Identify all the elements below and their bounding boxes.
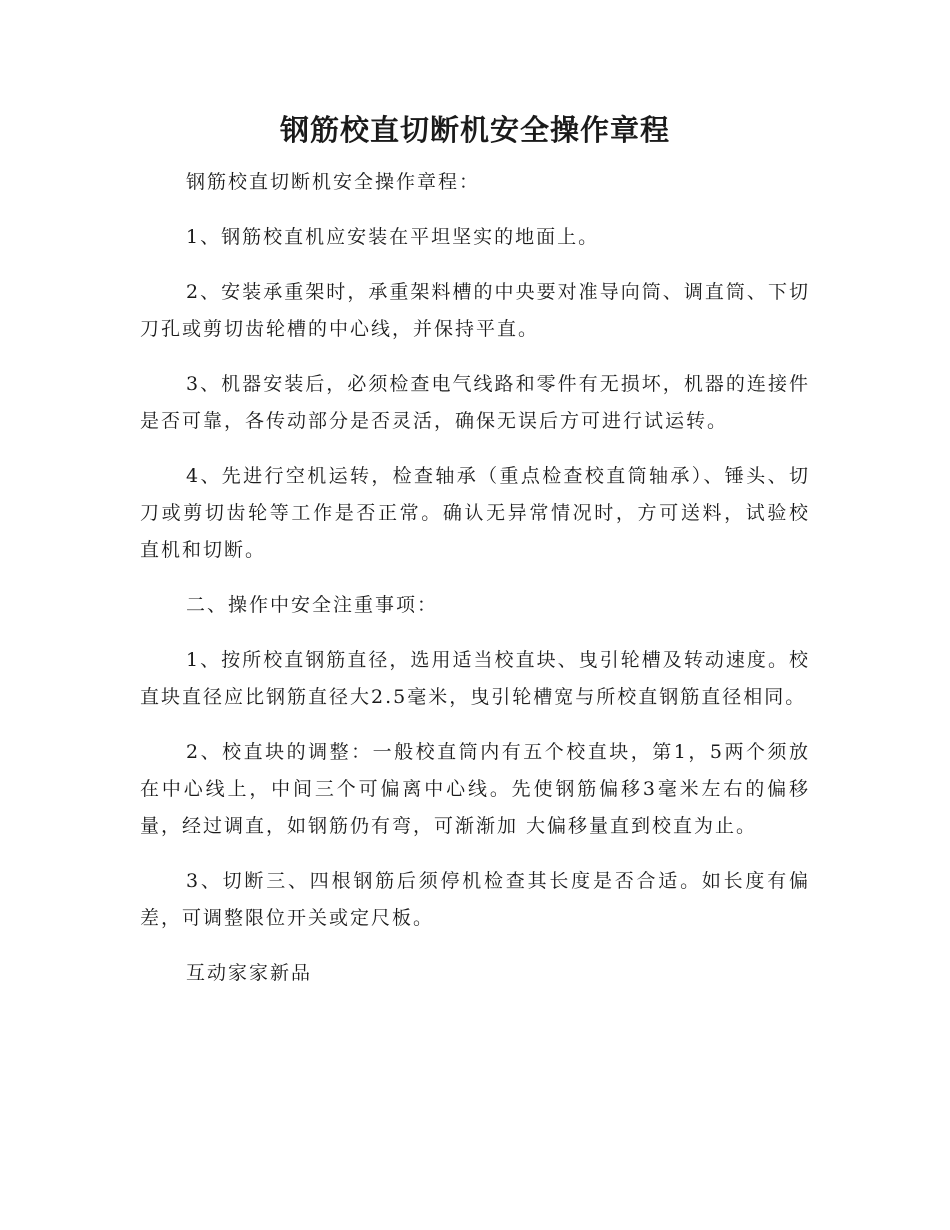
paragraph-op-item-3: 3、切断三、四根钢筋后须停机检查其长度是否合适。如长度有偏差，可调整限位开关或定尺板。 xyxy=(140,870,810,929)
paragraph-intro: 钢筋校直切断机安全操作章程： xyxy=(186,171,481,193)
paragraph-item-4: 4、先进行空机运转，检查轴承（重点检查校直筒轴承）、锤头、切刀或剪切齿轮等工作是否正常。确认无异常情况时，方可送料，试验校直机和切断。 xyxy=(140,465,810,561)
paragraph-footer-note: 互动家家新品 xyxy=(186,962,313,984)
section-heading-operation-safety: 二、操作中安全注重事项： xyxy=(186,594,439,616)
document-title: 钢筋校直切断机安全操作章程 xyxy=(279,113,670,147)
paragraph-item-3: 3、机器安装后，必须检查电气线路和零件有无损坏，机器的连接件是否可靠，各传动部分是否灵活，确保无误后方可进行试运转。 xyxy=(140,373,810,432)
paragraph-item-1: 1、钢筋校直机应安装在平坦坚实的地面上。 xyxy=(186,226,600,248)
paragraph-op-item-2: 2、校直块的调整：一般校直筒内有五个校直块，第1，5两个须放在中心线上，中间三个可偏离中心线。先使钢筋偏移3毫米左右的偏移量，经过调直，如钢筋仍有弯，可渐渐加 大偏移量直到校直为止。 xyxy=(140,741,810,837)
paragraph-item-2: 2、安装承重架时，承重架料槽的中央要对准导向筒、调直筒、下切刀孔或剪切齿轮槽的中心线，并保持平直。 xyxy=(140,281,810,340)
document-body xyxy=(140,164,810,1010)
paragraph-op-item-1: 1、按所校直钢筋直径，选用适当校直块、曳引轮槽及转动速度。校直块直径应比钢筋直径大2.5毫米，曳引轮槽宽与所校直钢筋直径相同。 xyxy=(140,649,810,708)
